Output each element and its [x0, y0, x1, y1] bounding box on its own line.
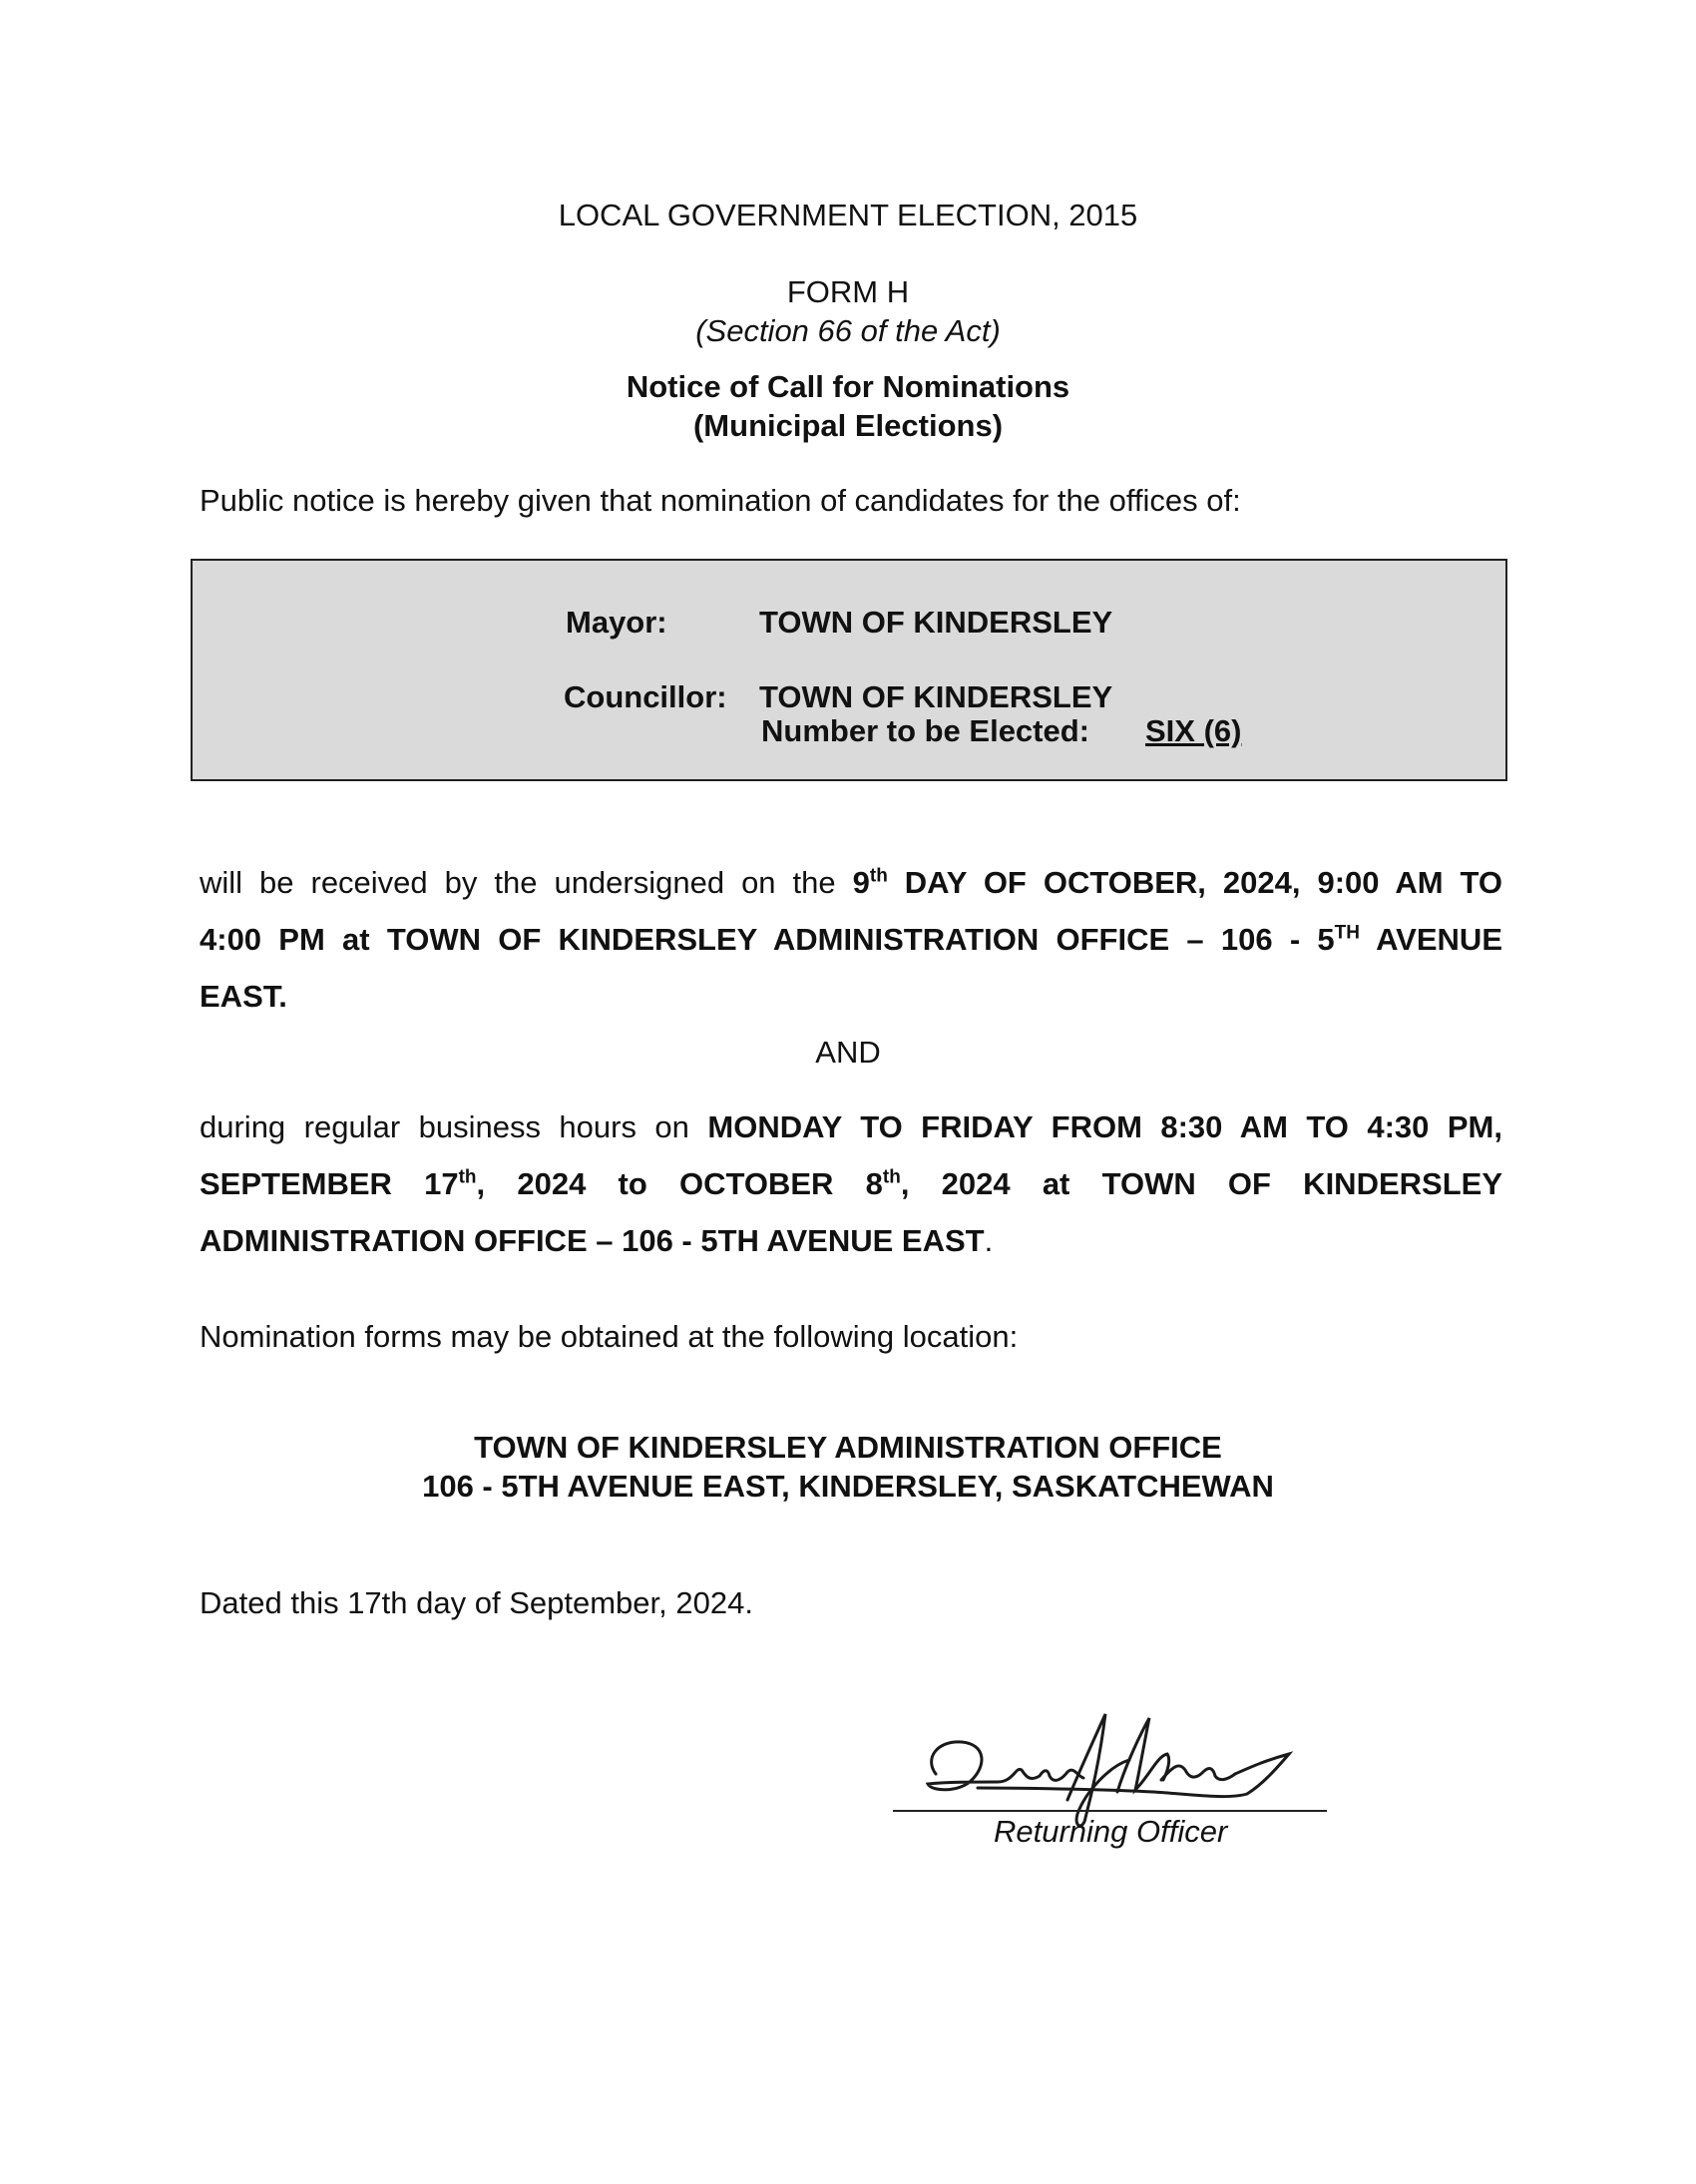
paragraph2-plain: during regular business hours on	[200, 1109, 708, 1144]
paragraph2-dates-a: SEPTEMBER 17	[200, 1166, 459, 1201]
paragraph2-dates-suffix-b: th	[882, 1166, 901, 1188]
notice-title: Notice of Call for Nominations	[626, 369, 1070, 404]
location-line1: TOWN OF KINDERSLEY ADMINISTRATION OFFICE	[474, 1430, 1222, 1465]
nomination-forms-text: Nomination forms may be obtained at the following location:	[200, 1319, 1019, 1354]
and-text: AND	[815, 1035, 881, 1070]
paragraph2-line1	[200, 1107, 1502, 1147]
signature-line	[893, 1810, 1327, 1812]
number-elected-value: SIX (6)	[1145, 713, 1242, 748]
section-reference: (Section 66 of the Act)	[695, 313, 1001, 348]
offices-box	[191, 559, 1507, 781]
paragraph2-dates-b: , 2024 to OCTOBER 8	[476, 1166, 883, 1201]
councillor-value: TOWN OF KINDERSLEY	[759, 679, 1113, 714]
paragraph1-line1	[200, 863, 1502, 903]
paragraph2-hours: MONDAY TO FRIDAY FROM 8:30 AM TO 4:30 PM,	[707, 1109, 1502, 1144]
paragraph2-line2	[200, 1164, 1502, 1204]
paragraph1-location-a: 4:00 PM at TOWN OF KINDERSLEY ADMINISTRATION OFFICE – 106 - 5	[200, 922, 1335, 957]
councillor-label: Councillor:	[564, 679, 727, 714]
paragraph2-dates-c: , 2024 at TOWN OF KINDERSLEY	[900, 1166, 1502, 1201]
location-line2: 106 - 5TH AVENUE EAST, KINDERSLEY, SASKATCHEWAN	[422, 1469, 1274, 1504]
paragraph1-location-suffix: TH	[1334, 922, 1360, 944]
number-elected-label: Number to be Elected:	[761, 713, 1089, 748]
mayor-value: TOWN OF KINDERSLEY	[759, 605, 1113, 640]
paragraph1-date-time: DAY OF OCTOBER, 2024, 9:00 AM TO	[887, 865, 1503, 900]
paragraph2-dates-suffix-a: th	[458, 1166, 477, 1188]
form-name: FORM H	[786, 274, 910, 309]
paragraph2-line3	[200, 1221, 1502, 1261]
paragraph1-line3	[200, 977, 1502, 1017]
dated-text: Dated this 17th day of September, 2024.	[200, 1585, 753, 1620]
paragraph1-line2	[200, 920, 1502, 960]
paragraph2-period: .	[984, 1223, 994, 1258]
paragraph1-day-suffix: th	[869, 865, 888, 887]
election-title: LOCAL GOVERNMENT ELECTION, 2015	[558, 198, 1138, 232]
mayor-label: Mayor:	[566, 605, 667, 640]
paragraph1-location-c: EAST.	[200, 979, 287, 1014]
paragraph1-location-b: AVENUE	[1360, 922, 1502, 957]
paragraph2-location: ADMINISTRATION OFFICE – 106 - 5TH AVENUE EAST	[200, 1223, 985, 1258]
notice-subtitle: (Municipal Elections)	[692, 408, 1004, 443]
intro-text: Public notice is hereby given that nomination of candidates for the offices of:	[200, 483, 1241, 518]
paragraph1-day: 9	[852, 865, 870, 900]
paragraph1-plain: will be received by the undersigned on the	[200, 865, 853, 900]
signature-title: Returning Officer	[994, 1814, 1228, 1849]
